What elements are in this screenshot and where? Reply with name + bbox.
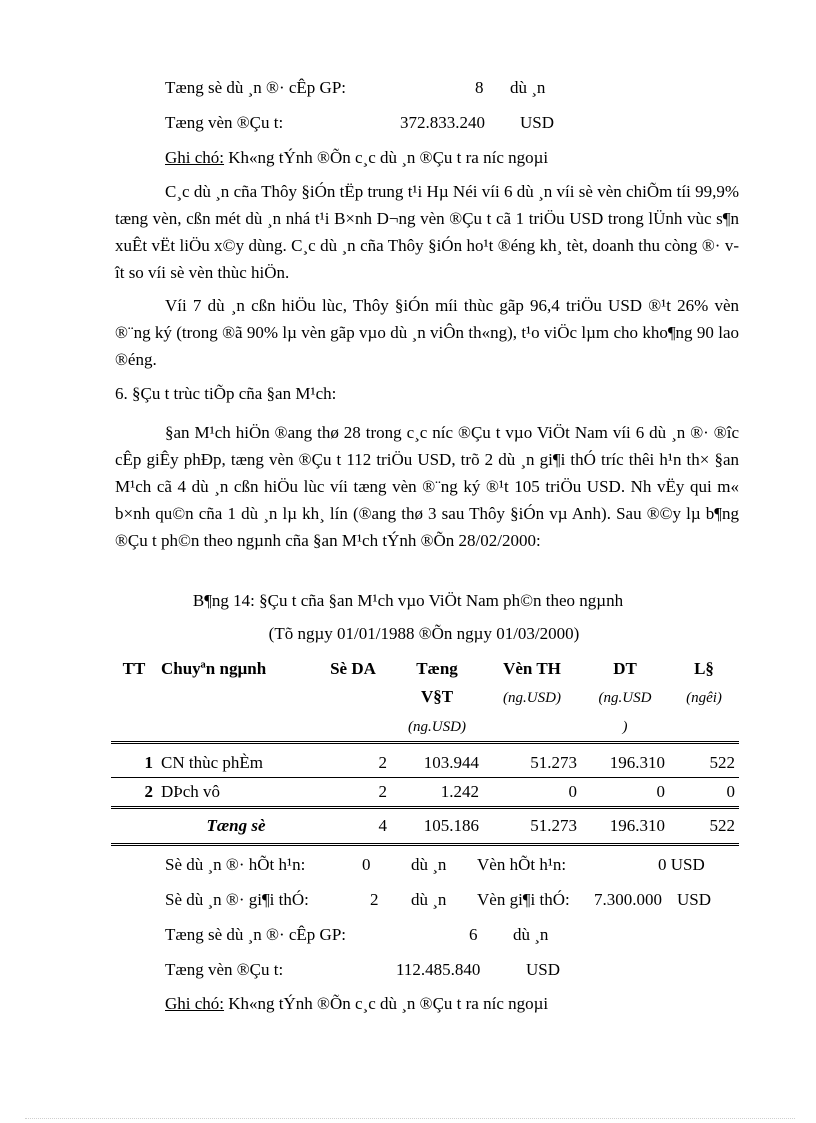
header-sector: Chuyªn ngµnh <box>161 659 267 678</box>
table-header-row-1 <box>111 655 739 683</box>
top-note <box>165 148 548 168</box>
licensed-value: 6 <box>469 925 478 944</box>
top-projects-unit: dù ¸n <box>510 78 546 97</box>
bottom-capital-label: Tæng vèn ®Çu t: <box>165 960 284 979</box>
bottom-note-text: Kh«ng tÝnh ®Õn c¸c dù ¸n ®Çu t ra níc ngoµi <box>224 994 549 1013</box>
bottom-capital-unit: USD <box>526 960 561 979</box>
header-capital-line2: V§T <box>420 687 454 706</box>
header-projects: Sè DA <box>330 659 376 678</box>
dissolved-capital-label: Vèn gi¶i thÓ: <box>477 890 570 909</box>
header-revenue-unit: (ng.USD <box>598 690 652 706</box>
expired-value: 0 <box>362 855 371 874</box>
licensed-unit: dù ¸n <box>513 925 549 944</box>
dissolved-label: Sè dù ¸n ®· gi¶i thÓ: <box>165 890 309 909</box>
header-revenue: DT <box>613 659 637 678</box>
expired-capital-label: Vèn hÕt h¹n: <box>477 855 567 874</box>
bottom-capital-value: 112.485.840 <box>396 960 481 979</box>
top-capital-value: 372.833.240 <box>400 113 485 132</box>
expired-capital-value: 0 USD <box>658 855 705 874</box>
paragraph-sweden-capital: Víi 7 dù ¸n cßn hiÖu lùc, Thôy §iÓn míi thùc gãp 96,4 triÖu USD ®¹t 26% vèn ®¨ng ký (trong ®ã 90% lµ vèn gãp vµo dù ¸n viÔn th«ng), t¹o viÖc lµm cho kho¶ng 90 lao ®éng. <box>115 296 739 369</box>
dissolved-value: 2 <box>370 890 379 909</box>
table-header-row-3 <box>111 712 739 743</box>
dissolved-capital-value: 7.300.000 <box>594 890 662 909</box>
header-implemented: Vèn TH <box>503 659 561 678</box>
total-label: Tæng sè <box>157 807 315 844</box>
top-projects-value: 8 <box>475 78 484 97</box>
expired-unit: dù ¸n <box>411 855 447 874</box>
table-total-row: Tæng sè 4 105.186 51.273 196.310 522 <box>111 807 739 844</box>
header-tt: TT <box>122 659 146 678</box>
table-row: 1 CN thùc phÈm 2 103.944 51.273 196.310 522 <box>111 749 739 778</box>
licensed-label: Tæng sè dù ¸n ®· cÊp GP: <box>165 925 347 944</box>
table-row: 2 DÞch vô 2 1.242 0 0 0 <box>144 781 735 801</box>
header-capital: Tæng <box>416 659 458 678</box>
top-projects-label: Tæng sè dù ¸n ®· cÊp GP: <box>165 78 347 97</box>
paragraph-sweden-projects: C¸c dù ¸n cña Thôy §iÓn tËp trung t¹i Hµ Néi víi 6 dù ¸n víi sè vèn chiÕm tíi 99,9% tæng vèn, cßn mét dù ¸n nhá t¹i B×nh D¬ng vèn ®Çu t cã 1 triÖu USD trong lÜnh vùc s¶n xuÊt vËt liÖu x©y dùng. C¸c dù ¸n cña Thôy §iÓn ho¹t ®éng kh¸ tèt, doanh thu còng ®· vît so víi sè vèn thùc hiÖn. <box>115 182 739 282</box>
page-footer-divider <box>25 1118 795 1119</box>
header-capital-unit: (ng.USD) <box>408 719 466 735</box>
table-header-row-2 <box>111 683 739 712</box>
table-subcaption: (Tõ ngµy 01/01/1988 ®Õn ngµy 01/03/2000) <box>268 624 580 643</box>
header-implemented-unit: (ng.USD) <box>503 690 561 706</box>
header-labor-unit: (ngêi) <box>686 690 722 706</box>
header-revenue-unit-tail: ) <box>622 719 628 735</box>
denmark-investment-table <box>111 655 739 846</box>
bottom-note-label: Ghi chó: <box>165 994 225 1013</box>
top-note-text: Kh«ng tÝnh ®Õn c¸c dù ¸n ®Çu t ra níc ngoµi <box>224 148 549 167</box>
dissolved-unit: dù ¸n <box>411 890 447 909</box>
section-heading-denmark: 6. §Çu t trùc tiÕp cña §an M¹ch: <box>115 384 337 403</box>
table-caption: B¶ng 14: §Çu t cña §an M¹ch vµo ViÖt Nam ph©n theo ngµnh <box>192 591 624 610</box>
top-note-label: Ghi chó: <box>165 148 225 167</box>
top-capital-label: Tæng vèn ®Çu t: <box>165 113 284 132</box>
dissolved-capital-unit: USD <box>677 890 712 909</box>
paragraph-denmark: §an M¹ch hiÖn ®ang thø 28 trong c¸c níc ®Çu t vµo ViÖt Nam víi 6 dù ¸n ®· ®îc cÊp giÊy phÐp, tæng vèn ®Çu t 112 triÖu USD, trõ 2 dù ¸n gi¶i thÓ tríc thêi h¹n th× §an M¹ch cã 4 dù ¸n cßn hiÖu lùc víi tæng vèn ®¨ng ký ®¹t 105 triÖu USD. Nh vËy qui m« b×nh qu©n cña 1 dù ¸n lµ kh¸ lín (®ang thø 3 sau Thôy §iÓn vµ Anh). Sau ®©y lµ b¶ng ®Çu t ph©n theo ngµnh cña §an M¹ch tÝnh ®Õn 28/02/2000: <box>115 423 739 550</box>
top-capital-unit: USD <box>520 113 555 132</box>
expired-label: Sè dù ¸n ®· hÕt h¹n: <box>165 855 306 874</box>
bottom-note <box>165 994 548 1014</box>
header-labor: L§ <box>694 659 714 678</box>
